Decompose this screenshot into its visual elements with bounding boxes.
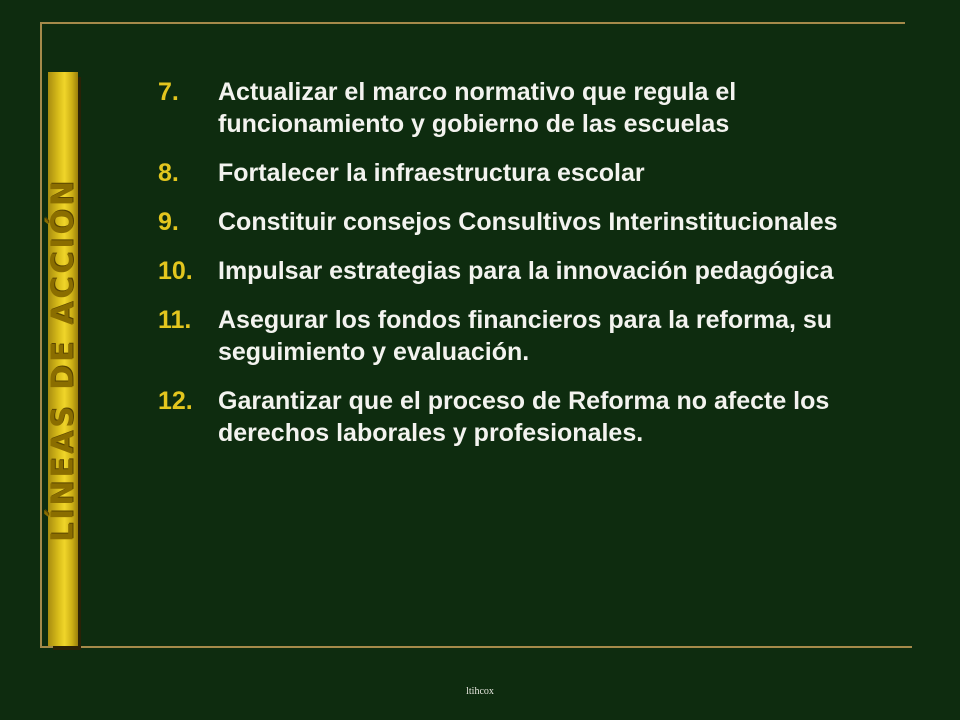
item-text: Constituir consejos Consultivos Interinstitucionales	[218, 208, 838, 236]
item-number: 12.	[158, 387, 193, 415]
footer-text: ltihcox	[466, 686, 494, 697]
item-number: 11.	[158, 306, 192, 334]
bottom-rule	[40, 646, 912, 648]
list-item	[158, 385, 878, 449]
item-number: 10.	[158, 257, 193, 285]
item-number: 9.	[158, 208, 179, 236]
action-lines-list	[158, 76, 878, 466]
list-item	[158, 206, 878, 238]
item-number: 7.	[158, 78, 179, 106]
item-text: Actualizar el marco normativo que regula el funcionamiento y gobierno de las escuelas	[218, 78, 737, 138]
item-text: Asegurar los fondos financieros para la reforma, su seguimiento y evaluación.	[218, 306, 833, 366]
side-title: LÍNEAS DE ACCIÓN	[45, 177, 81, 543]
left-rule	[40, 22, 42, 647]
item-text: Garantizar que el proceso de Reforma no afecte los derechos laborales y profesionales.	[218, 387, 830, 447]
item-text: Impulsar estrategias para la innovación pedagógica	[218, 257, 834, 285]
item-text: Fortalecer la infraestructura escolar	[218, 159, 645, 187]
list-item	[158, 255, 878, 287]
item-number: 8.	[158, 159, 179, 187]
list-item	[158, 157, 878, 189]
list-item	[158, 304, 878, 368]
list-item	[158, 76, 878, 140]
top-rule	[40, 22, 905, 24]
